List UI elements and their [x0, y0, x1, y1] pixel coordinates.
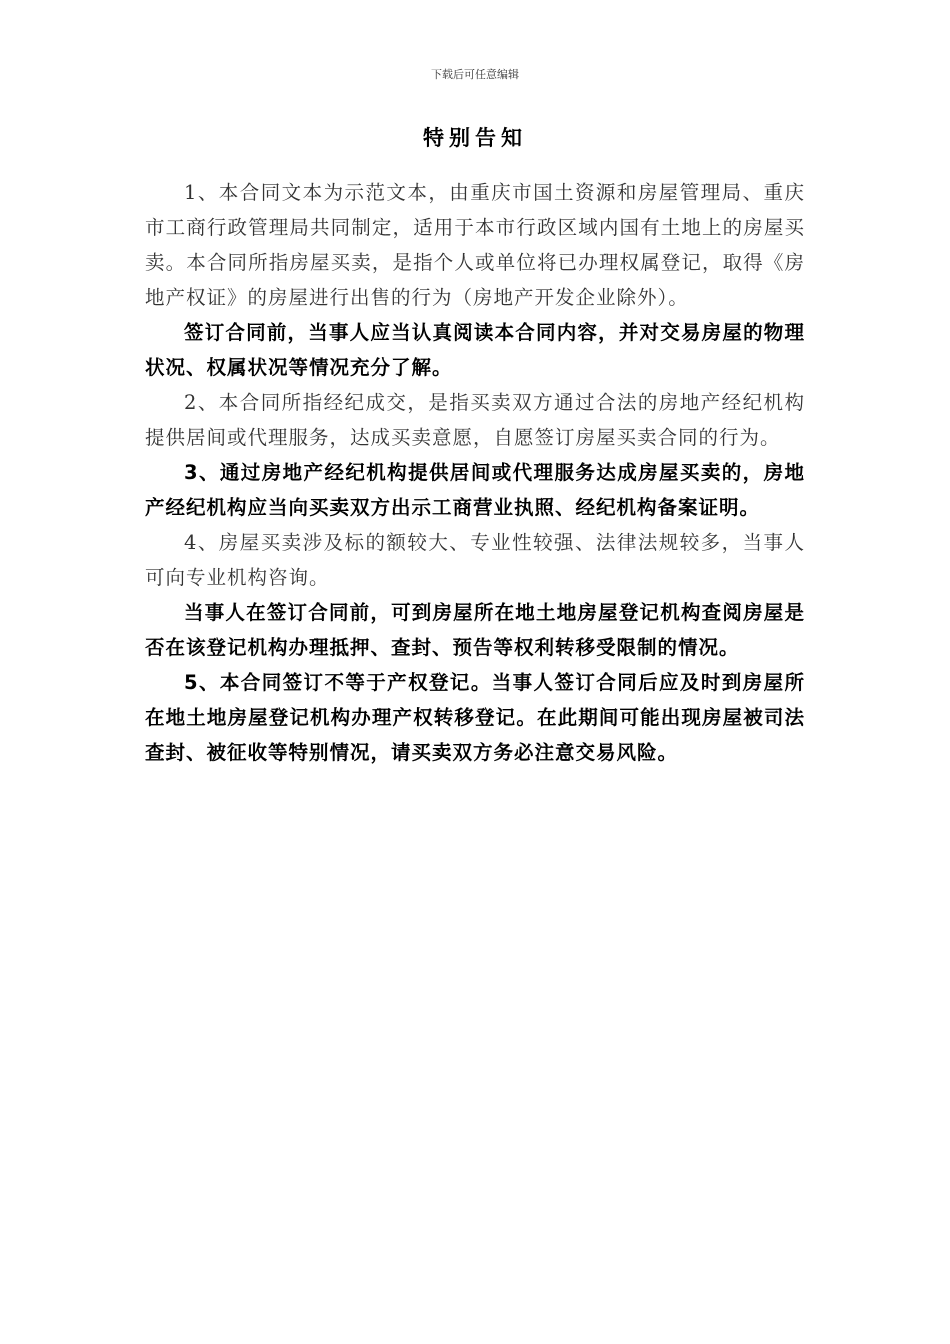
document-body: [145, 175, 805, 770]
paragraph-4: 3、通过房地产经纪机构提供居间或代理服务达成房屋买卖的，房地产经纪机构应当向买卖双方出示工商营业执照、经纪机构备案证明。: [145, 461, 805, 519]
paragraph-3: 2、本合同所指经纪成交，是指买卖双方通过合法的房地产经纪机构提供居间或代理服务，达成买卖意愿，自愿签订房屋买卖合同的行为。: [145, 391, 805, 449]
paragraph-5: 4、房屋买卖涉及标的额较大、专业性较强、法律法规较多，当事人可向专业机构咨询。: [145, 531, 805, 589]
paragraph-7: 5、本合同签订不等于产权登记。当事人签订合同后应及时到房屋所在地土地房屋登记机构办理产权转移登记。在此期间可能出现房屋被司法查封、被征收等特别情况，请买卖双方务必注意交易风险。: [145, 671, 805, 764]
paragraph-2: 签订合同前，当事人应当认真阅读本合同内容，并对交易房屋的物理状况、权属状况等情况充分了解。: [145, 321, 805, 379]
paragraph-6: 当事人在签订合同前，可到房屋所在地土地房屋登记机构查阅房屋是否在该登记机构办理抵押、查封、预告等权利转移受限制的情况。: [145, 601, 805, 659]
document-title: 特别告知: [423, 126, 527, 150]
paragraph-1: 1、本合同文本为示范文本，由重庆市国土资源和房屋管理局、重庆市工商行政管理局共同制定，适用于本市行政区域内国有土地上的房屋买卖。本合同所指房屋买卖，是指个人或单位将已办理权属登记，取得《房地产权证》的房屋进行出售的行为（房地产开发企业除外）。: [145, 181, 805, 309]
header-note: 下载后可任意编辑: [431, 68, 519, 81]
